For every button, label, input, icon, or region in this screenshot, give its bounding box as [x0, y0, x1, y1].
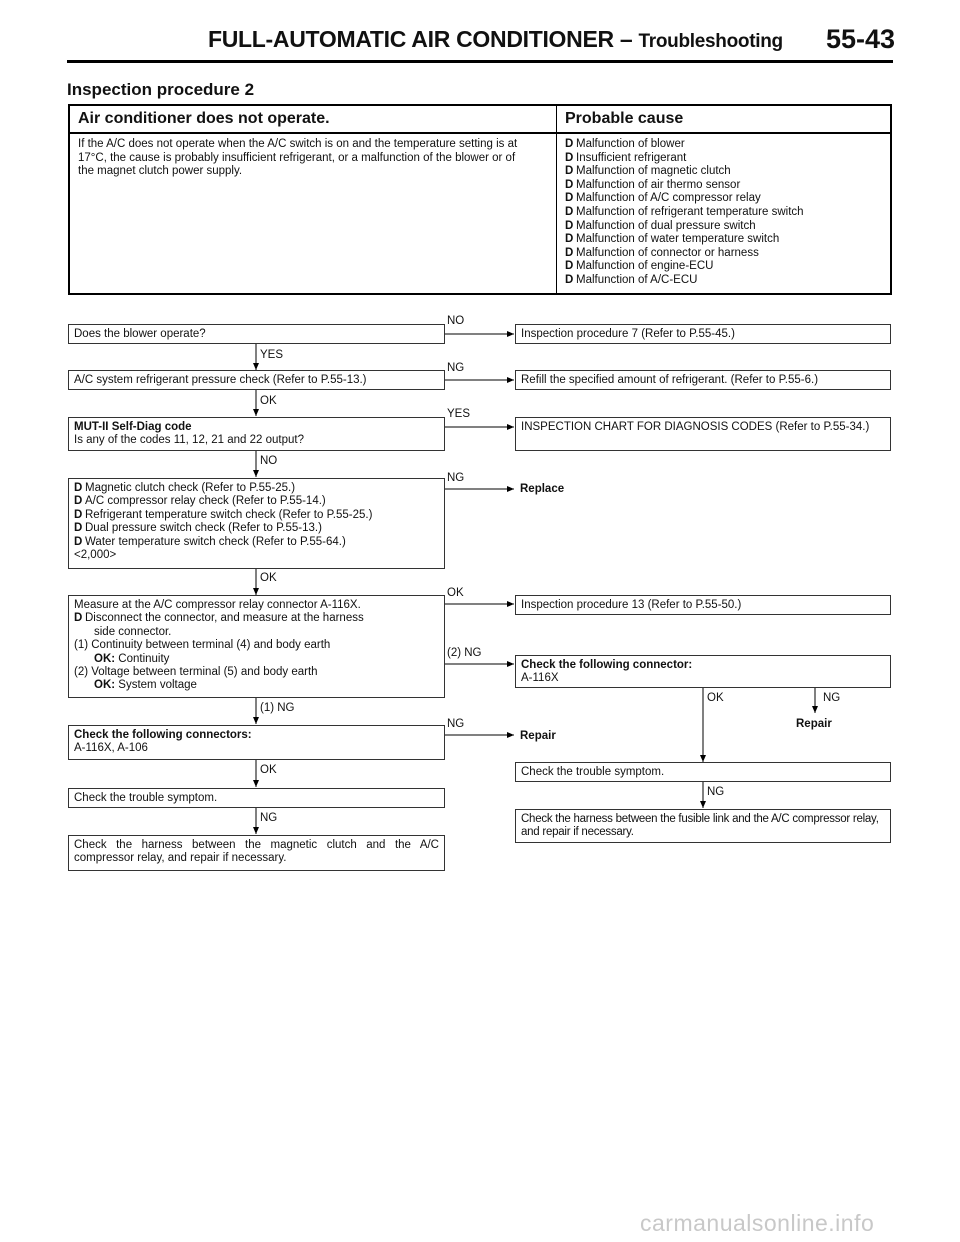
pressure-ng-label: NG	[447, 362, 465, 374]
trouble-ng-label: NG	[260, 812, 278, 824]
cause-item: D Insufficient refrigerant	[565, 151, 687, 164]
cause-item: D Malfunction of connector or harness	[565, 246, 759, 259]
header-subtitle: Troubleshooting	[638, 31, 783, 52]
connectors-check-box: Check the following connectors: A-116X, A-106	[68, 725, 445, 760]
inspection-13-box: Inspection procedure 13 (Refer to P.55-50.)	[515, 595, 891, 615]
refrigerant-pressure-box: A/C system refrigerant pressure check (Refer to P.55-13.)	[68, 370, 445, 390]
right-trouble-symptom-box: Check the trouble symptom.	[515, 762, 891, 782]
connector-a116x-box: Check the following connector: A-116X	[515, 655, 891, 688]
right-repair-label: Repair	[796, 718, 832, 730]
cause-item: D Malfunction of A/C-ECU	[565, 273, 698, 286]
relay-connector-measure-box: Measure at the A/C compressor relay connector A-116X. D Disconnect the connector, and measure at the harness side connector. (1) Continuity between terminal (4) and body earth OK: Continuity (2) Voltage between terminal (5) and body earth OK: System voltage	[68, 595, 445, 698]
self-diag-box: MUT-II Self-Diag code Is any of the codes 11, 12, 21 and 22 output?	[68, 417, 445, 451]
checks-ok-label: OK	[260, 572, 277, 584]
pressure-ok-label: OK	[260, 395, 277, 407]
probable-cause-header: Probable cause	[557, 105, 892, 133]
header-main-title: FULL-AUTOMATIC AIR CONDITIONER	[208, 26, 614, 52]
cause-item: D Malfunction of air thermo sensor	[565, 178, 741, 191]
diag-yes-label: YES	[447, 408, 471, 420]
connectors-ok-label: OK	[260, 764, 277, 776]
diag-chart-box: INSPECTION CHART FOR DIAGNOSIS CODES (Refer to P.55-34.)	[515, 417, 891, 451]
blower-check-box: Does the blower operate?	[68, 324, 445, 344]
watermark: carmanualsonline.info	[640, 1210, 875, 1236]
connector-ok-label: OK	[707, 692, 724, 704]
measure-ok-label: OK	[447, 587, 464, 599]
fusible-link-harness-box: Check the harness between the fusible link and the A/C compressor relay, and repair if necessary.	[515, 809, 891, 843]
measure-ng1-label: (1) NG	[260, 702, 295, 714]
symptom-header: Air conditioner does not operate.	[69, 105, 557, 133]
trouble-symptom-box: Check the trouble symptom.	[68, 788, 445, 808]
connectors-ng-label: NG	[447, 718, 465, 730]
right-trouble-ng-label: NG	[707, 786, 725, 798]
cause-item: D Malfunction of magnetic clutch	[565, 165, 731, 178]
clutch-harness-box: Check the harness between the magnetic clutch and the A/C compressor relay, and repair if necessary.	[68, 835, 445, 871]
connector-ng-label: NG	[823, 692, 841, 704]
inspection-7-box: Inspection procedure 7 (Refer to P.55-45.)	[515, 324, 891, 344]
diag-no-label: NO	[260, 455, 278, 467]
component-checks-box: D Magnetic clutch check (Refer to P.55-25.) D A/C compressor relay check (Refer to P.55-14.) D Refrigerant temperature switch check (Refer to P.55-25.) D Dual pressure switch check (Refer to P.55-13.) D Water temperature switch check (Refer to P.55-64.) <2,000>	[68, 478, 445, 569]
connectors-repair-label: Repair	[520, 730, 556, 742]
cause-item: D Malfunction of refrigerant temperature switch	[565, 205, 804, 218]
cause-item: D Malfunction of dual pressure switch	[565, 219, 756, 232]
cause-item: D Malfunction of A/C compressor relay	[565, 192, 761, 205]
blower-no-label: NO	[447, 315, 465, 327]
page-number: 55-43	[826, 24, 896, 54]
cause-item: D Malfunction of engine-ECU	[565, 260, 714, 273]
measure-ng2-label: (2) NG	[447, 647, 482, 659]
symptom-description: If the A/C does not operate when the A/C switch is on and the temperature setting is at 17°C, the cause is probably insufficient refrigerant, or a malfunction of the blower or of the magnet clutch power supply.	[69, 133, 557, 294]
replace-label: Replace	[520, 483, 565, 495]
header-dash: –	[619, 26, 633, 52]
checks-ng-label: NG	[447, 472, 465, 484]
cause-item: D Malfunction of blower	[565, 138, 685, 150]
cause-item: D Malfunction of water temperature switch	[565, 233, 780, 246]
refill-refrigerant-box: Refill the specified amount of refrigerant. (Refer to P.55-6.)	[515, 370, 891, 390]
blower-yes-label: YES	[260, 349, 284, 361]
section-title: Inspection procedure 2	[67, 80, 255, 99]
